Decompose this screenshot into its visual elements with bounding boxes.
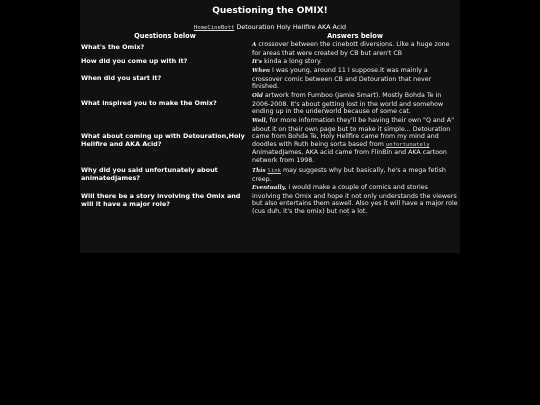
answer-text: artwork from Fumboo (Jamie Smart). Mostly Bohda Te in 2006-2008. It's about getting lost in the world and somehow ending up in the underworld because of some cat. xyxy=(252,92,444,116)
answer-text: kinda a long story. xyxy=(262,58,322,65)
answer-lead: When xyxy=(252,68,270,74)
nav-link-aka-acid[interactable]: AKA Acid xyxy=(317,23,347,31)
page-title: Questioning the OMIX! xyxy=(212,6,328,16)
answer-lead: A xyxy=(252,42,257,48)
answers-header: Answers below xyxy=(327,32,383,40)
answer-text: i would make a couple of comics and stories involving the Omix and hope it not only understands the viewers but also entertains them aswell. Also yes it will have a major role (cus duh, it's the omix) but not a lot. xyxy=(252,184,458,215)
answer-lead: This xyxy=(252,168,266,174)
answer-lead: Old xyxy=(252,93,263,99)
question-when-started: When did you start it? xyxy=(81,74,162,82)
answer-when-started xyxy=(252,67,458,91)
answer-how-came-up xyxy=(252,58,458,67)
answer-detouration-hellfire-acid xyxy=(252,117,458,165)
question-what-is-omix: What's the Omix? xyxy=(81,43,145,51)
answer-text: I was young, around 11 I suppose.It was mainly a crossover comic between CB and Detouration that never finished. xyxy=(252,67,432,91)
questions-header: Questions below xyxy=(134,32,196,40)
nav-link-holy-hellfire[interactable]: Holy Hellfire xyxy=(276,23,316,31)
question-story-involving-omix: Will there be a story involving the Omix and will it have a major role? xyxy=(81,192,241,208)
question-detouration-hellfire-acid: What about coming up with Detouration,Holy Hellfire and AKA Acid? xyxy=(81,132,245,148)
answer-text: AnimatedJames, AKA acid came from FlinBin and AKA cartoon network from 1998. xyxy=(252,149,447,164)
nav-link-home[interactable]: Home xyxy=(193,25,208,31)
question-what-inspired: What inspired you to make the Omix? xyxy=(81,99,217,107)
unfortunately-link[interactable]: unfortunately xyxy=(385,141,430,148)
answer-why-unfortunately xyxy=(252,167,458,183)
answer-lead: Eventually, xyxy=(252,185,287,191)
answer-what-inspired xyxy=(252,92,458,116)
question-how-came-up: How did you come up with it? xyxy=(81,57,188,65)
content-panel xyxy=(80,0,460,253)
answer-text: may suggests why but basically, he's a mega fetish creep. xyxy=(252,167,446,183)
nav-link-detouration[interactable]: Detouration xyxy=(236,23,275,31)
nav-link-cinebott[interactable]: CineBott xyxy=(207,25,235,31)
question-why-unfortunately: Why did you said unfortunately about animatedjames? xyxy=(81,166,218,182)
answer-what-is-omix xyxy=(252,41,458,57)
answer-text: crossover between the cinebott diversions. Like a huge zone for areas that were created by CB but aren't CB xyxy=(252,41,450,57)
answer-story-involving-omix xyxy=(252,184,458,215)
answer-text: for more information they'll be having their own "Q and A" about it on their own page but to make it simple... Detouration came from Bohda Te, Holy Hellfire came from my mind and doodles with Ruth being sorta based from xyxy=(252,117,454,148)
answer-lead: Well, xyxy=(252,118,268,124)
answer-lead: It's xyxy=(252,59,263,65)
this-link[interactable]: link xyxy=(267,168,282,174)
nav-bar xyxy=(80,23,460,32)
